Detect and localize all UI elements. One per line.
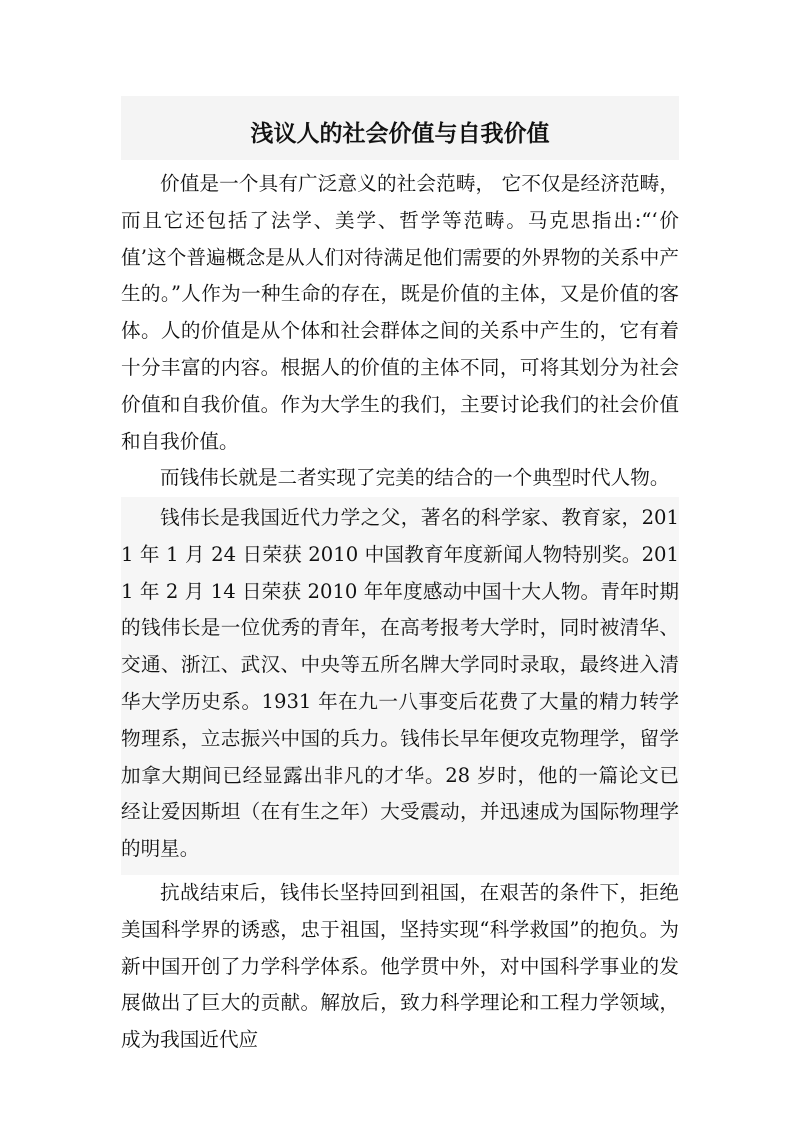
document-title: 浅议人的社会价值与自我价值 [250,120,550,148]
paragraph-postwar-contribution: 抗战结束后，钱伟长坚持回到祖国，在艰苦的条件下，拒绝美国科学界的诱惑，忠于祖国，坚持实现“科学救国”的抱负。为新中国开创了力学科学体系。他学贯中外，对中国科学事业的发展做出了巨大的贡献。解放后，致力科学理论和工程力学领域，成为我国近代应 [121,881,679,1052]
paragraph-qian-introduction: 而钱伟长就是二者实现了完美的结合的一个典型时代人物。 [160,466,670,489]
paragraph-qian-biography: 钱伟长是我国近代力学之父，著名的科学家、教育家，2011 年 1 月 24 日荣获 2010 中国教育年度新闻人物特别奖。2011 年 2 月 14 日荣获 2010 年年度感动中国十大人物。青年时期的钱伟长是一位优秀的青年，在高考报考大学时，同时被清华、交通、浙江、武汉、中央等五所名牌大学同时录取，最终进入清华大学历史系。1931 年在九一八事变后花费了大量的精力转学物理系，立志振兴中国的兵力。钱伟长早年便攻克物理学，留学加拿大期间已经显露出非凡的才华。28 岁时，他的一篇论文已经让爱因斯坦（在有生之年）大受震动，并迅速成为国际物理学的明星。 [121,506,679,861]
paragraph-value-concept: 价值是一个具有广泛意义的社会范畴， 它不仅是经济范畴，而且它还包括了法学、美学、哲学等范畴。马克思指出:“‘价值’这个普遍概念是从人们对待满足他们需要的外界物的关系中产生的。”人作为一种生命的存在，既是价值的主体，又是价值的客体。人的价值是从个体和社会群体之间的关系中产生的，它有着十分丰富的内容。根据人的价值的主体不同，可将其划分为社会价值和自我价值。作为大学生的我们，主要讨论我们的社会价值和自我价值。 [121,172,679,453]
